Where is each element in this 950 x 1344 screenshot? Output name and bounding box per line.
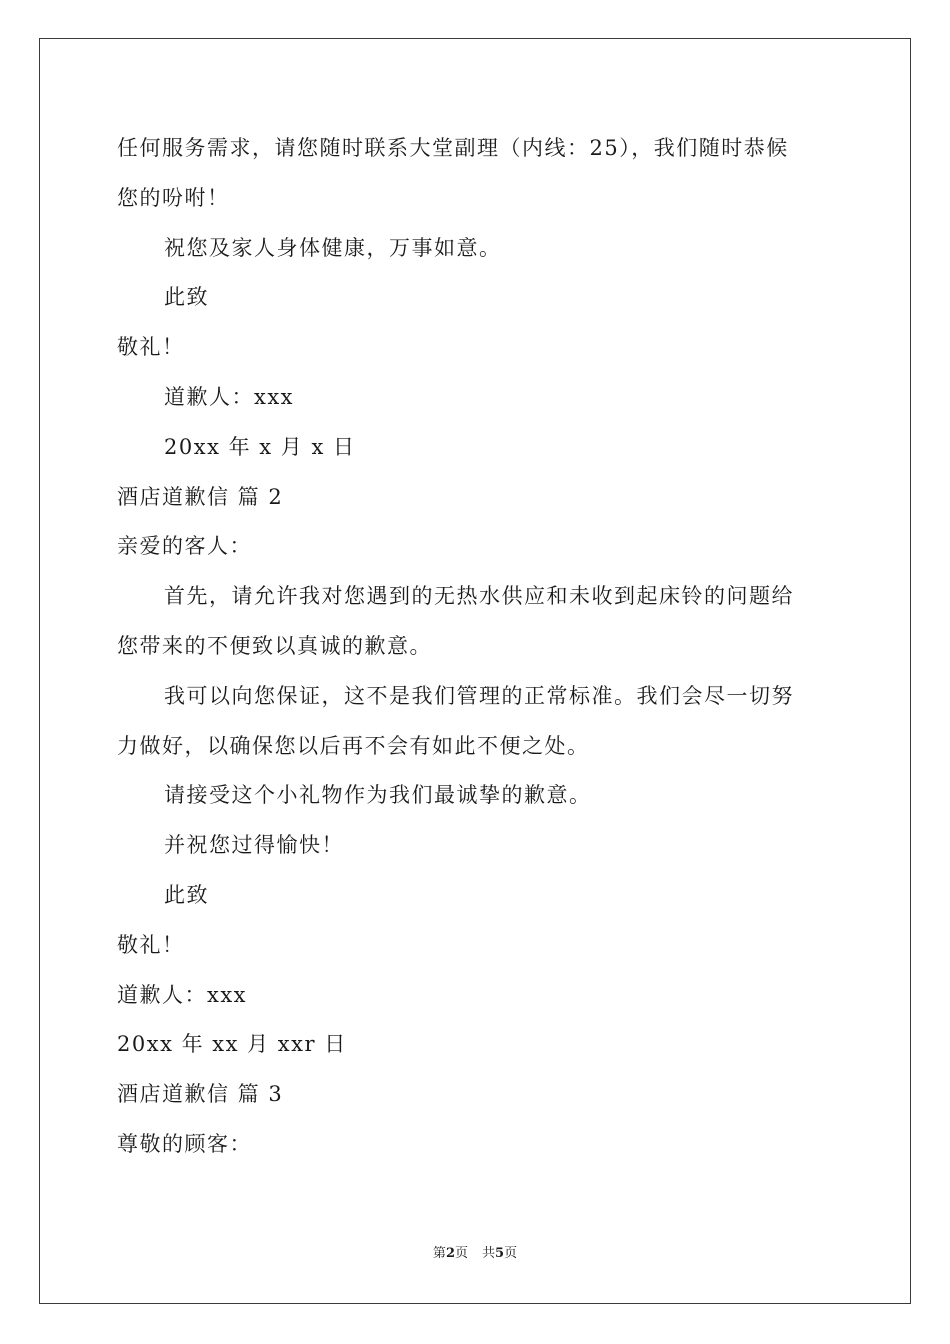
text-line-2: 您的吩咐！ (117, 185, 230, 210)
footer-total-prefix: 共 (482, 1246, 496, 1261)
footer-page-number: 2 (445, 1246, 455, 1261)
text-line-3: 祝您及家人身体健康，万事如意。 (164, 235, 502, 260)
text-line-1: 任何服务需求，请您随时联系大堂副理（内线：25），我们随时恭候 (117, 136, 789, 160)
footer-page-suffix: 页 (454, 1246, 468, 1261)
footer-total-pages: 5 (495, 1246, 505, 1261)
paragraph-2-1-line-1: 首先，请允许我对您遇到的无热水供应和未收到起床铃的问题给 (164, 584, 794, 609)
section-title-2: 酒店道歉信 篇 2 (117, 484, 284, 509)
page-footer (0, 1244, 950, 1264)
signature-date: 20xx 年 x 月 x 日 (164, 434, 356, 459)
closing-jingli: 敬礼！ (117, 335, 185, 360)
closing-cizhi-2: 此致 (164, 882, 209, 907)
footer-page-prefix: 第 (432, 1246, 446, 1261)
paragraph-2-2-line-2: 力做好，以确保您以后再不会有如此不便之处。 (117, 733, 590, 758)
paragraph-2-2-line-1: 我可以向您保证，这不是我们管理的正常标准。我们会尽一切努 (164, 683, 794, 708)
section-title-3: 酒店道歉信 篇 3 (117, 1082, 284, 1107)
closing-cizhi: 此致 (164, 285, 209, 310)
paragraph-2-4: 并祝您过得愉快！ (164, 833, 344, 858)
paragraph-2-1-line-2: 您带来的不便致以真诚的歉意。 (117, 633, 432, 658)
salutation-2: 亲爱的客人： (117, 534, 252, 559)
footer-total-suffix: 页 (504, 1246, 518, 1261)
closing-jingli-2: 敬礼！ (117, 932, 185, 957)
document-body (117, 124, 837, 1170)
salutation-3: 尊敬的顾客： (117, 1131, 252, 1156)
signature-apologizer-2: 道歉人：xxx (117, 982, 248, 1007)
signature-date-2: 20xx 年 xx 月 xxr 日 (117, 1032, 347, 1057)
paragraph-2-3: 请接受这个小礼物作为我们最诚挚的歉意。 (164, 783, 592, 808)
signature-apologizer: 道歉人：xxx (164, 384, 295, 409)
